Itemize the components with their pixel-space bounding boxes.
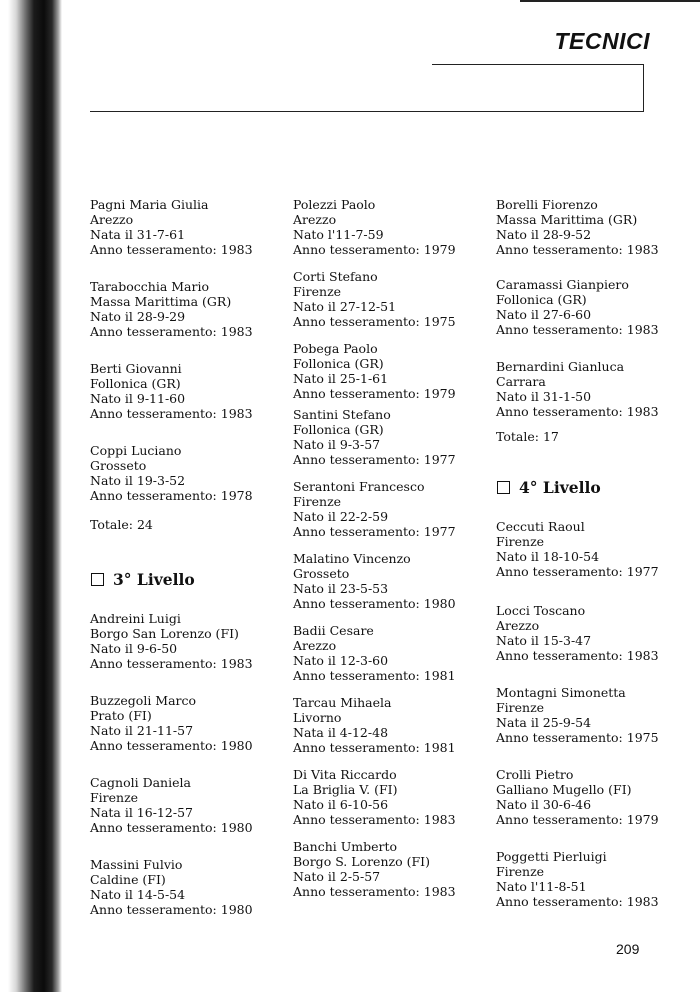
member-registration-year: Anno tesseramento: 1983 [293,884,456,899]
member-registration-year: Anno tesseramento: 1983 [496,404,659,419]
member-registration-year: Anno tesseramento: 1983 [496,322,659,337]
member-name: Massini Fulvio [90,857,183,872]
member-birth: Nato il 14-5-54 [90,887,186,902]
member-registration-year: Anno tesseramento: 1977 [496,564,659,579]
member-city: Arezzo [293,212,337,227]
member-entry [496,685,696,745]
column-2 [293,197,493,899]
member-registration-year: Anno tesseramento: 1977 [293,524,456,539]
member-name: Coppi Luciano [90,443,182,458]
member-registration-year: Anno tesseramento: 1978 [90,488,253,503]
page-number: 209 [616,941,640,957]
member-name: Santini Stefano [293,407,391,422]
member-name: Polezzi Paolo [293,197,376,212]
member-entry [90,279,290,339]
member-registration-year: Anno tesseramento: 1981 [293,668,456,683]
member-birth: Nato il 31-1-50 [496,389,592,404]
member-city: Borgo S. Lorenzo (FI) [293,854,430,869]
member-registration-year: Anno tesseramento: 1979 [293,242,456,257]
member-name: Buzzegoli Marco [90,693,197,708]
member-entry [90,857,290,917]
member-city: Arezzo [496,618,540,633]
member-birth: Nato il 22-2-59 [293,509,389,524]
member-entry [496,519,696,579]
member-registration-year: Anno tesseramento: 1975 [496,730,659,745]
member-registration-year: Anno tesseramento: 1983 [90,406,253,421]
member-entry [293,269,493,329]
member-city: Firenze [293,284,342,299]
header-frame-top [432,64,644,65]
header-frame-right [643,64,644,112]
member-name: Berti Giovanni [90,361,182,376]
member-registration-year: Anno tesseramento: 1983 [90,242,253,257]
member-city: Firenze [293,494,342,509]
member-birth: Nata il 4-12-48 [293,725,389,740]
member-city: Prato (FI) [90,708,152,723]
member-name: Bernardini Gianluca [496,359,625,374]
member-city: Arezzo [90,212,134,227]
member-birth: Nata il 16-12-57 [90,805,193,820]
member-entry [90,775,290,835]
member-name: Crolli Pietro [496,767,574,782]
member-name: Poggetti Pierluigi [496,849,607,864]
member-entry [293,197,493,257]
member-entry [496,603,696,663]
member-entry [293,623,493,683]
member-city: Firenze [496,700,545,715]
member-city: Borgo San Lorenzo (FI) [90,626,239,641]
member-name: Pobega Paolo [293,341,378,356]
member-city: Caldine (FI) [90,872,166,887]
top-edge-rule [520,0,700,2]
member-name: Corti Stefano [293,269,378,284]
book-spine-shadow [0,0,62,992]
member-city: Carrara [496,374,546,389]
member-city: Follonica (GR) [90,376,181,391]
member-entry [90,197,290,257]
member-registration-year: Anno tesseramento: 1979 [496,812,659,827]
member-entry [293,479,493,539]
member-entry [90,361,290,421]
page-title: TECNICI [554,28,650,54]
member-name: Tarcau Mihaela [293,695,392,710]
member-registration-year: Anno tesseramento: 1981 [293,740,456,755]
member-city: Firenze [496,534,545,549]
member-entry [293,341,493,401]
member-registration-year: Anno tesseramento: 1983 [496,242,659,257]
member-name: Banchi Umberto [293,839,398,854]
level-heading [496,480,696,495]
member-birth: Nato il 6-10-56 [293,797,389,812]
member-city: Firenze [90,790,139,805]
member-birth: Nato il 27-12-51 [293,299,397,314]
member-entry [496,849,696,909]
section-total: Totale: 17 [496,429,559,444]
member-entry [293,839,493,899]
member-entry [496,197,696,257]
member-entry [293,767,493,827]
member-birth: Nato il 15-3-47 [496,633,592,648]
member-entry [293,695,493,755]
member-birth: Nato il 28-9-52 [496,227,592,242]
member-name: Ceccuti Raoul [496,519,585,534]
member-birth: Nato il 23-5-53 [293,581,389,596]
member-entry [293,551,493,611]
member-entry [293,407,493,467]
member-entry [90,443,290,503]
section-total: Totale: 24 [90,517,153,532]
member-birth: Nato il 9-11-60 [90,391,186,406]
member-name: Borelli Fiorenzo [496,197,598,212]
column-3 [496,197,696,909]
member-name: Locci Toscano [496,603,586,618]
member-name: Cagnoli Daniela [90,775,191,790]
member-birth: Nato il 2-5-57 [293,869,381,884]
member-entry [496,359,696,419]
member-registration-year: Anno tesseramento: 1983 [90,656,253,671]
member-city: Grosseto [90,458,147,473]
member-name: Serantoni Francesco [293,479,425,494]
member-registration-year: Anno tesseramento: 1980 [90,738,253,753]
member-city: Firenze [496,864,545,879]
member-name: Pagni Maria Giulia [90,197,209,212]
member-city: Follonica (GR) [293,356,384,371]
member-city: Livorno [293,710,342,725]
member-entry [90,611,290,671]
member-city: Massa Marittima (GR) [90,294,232,309]
square-bullet-icon [91,573,104,586]
member-registration-year: Anno tesseramento: 1980 [90,902,253,917]
member-name: Malatino Vincenzo [293,551,411,566]
member-name: Andreini Luigi [90,611,181,626]
member-entry [496,277,696,337]
member-entry [496,767,696,827]
column-1 [90,197,290,917]
member-city: Grosseto [293,566,350,581]
level-heading-text: 4° Livello [519,478,601,497]
member-birth: Nato il 19-3-52 [90,473,186,488]
member-city: Massa Marittima (GR) [496,212,638,227]
member-name: Caramassi Gianpiero [496,277,629,292]
member-birth: Nato il 9-3-57 [293,437,381,452]
member-name: Tarabocchia Mario [90,279,210,294]
header-frame-bottom [90,111,644,112]
member-birth: Nato il 9-6-50 [90,641,178,656]
member-birth: Nata il 25-9-54 [496,715,592,730]
member-birth: Nato il 27-6-60 [496,307,592,322]
member-city: Follonica (GR) [496,292,587,307]
member-registration-year: Anno tesseramento: 1980 [293,596,456,611]
member-name: Montagni Simonetta [496,685,626,700]
member-registration-year: Anno tesseramento: 1979 [293,386,456,401]
member-birth: Nata il 31-7-61 [90,227,186,242]
level-heading-text: 3° Livello [113,570,195,589]
member-city: Follonica (GR) [293,422,384,437]
member-registration-year: Anno tesseramento: 1983 [293,812,456,827]
member-registration-year: Anno tesseramento: 1983 [90,324,253,339]
member-registration-year: Anno tesseramento: 1980 [90,820,253,835]
member-registration-year: Anno tesseramento: 1975 [293,314,456,329]
member-birth: Nato il 18-10-54 [496,549,600,564]
member-entry [90,693,290,753]
member-birth: Nato l'11-8-51 [496,879,587,894]
member-registration-year: Anno tesseramento: 1977 [293,452,456,467]
member-name: Di Vita Riccardo [293,767,397,782]
member-birth: Nato il 28-9-29 [90,309,186,324]
member-city: La Briglia V. (FI) [293,782,398,797]
member-birth: Nato l'11-7-59 [293,227,384,242]
level-heading [90,572,290,587]
member-city: Arezzo [293,638,337,653]
member-city: Galliano Mugello (FI) [496,782,632,797]
member-birth: Nato il 30-6-46 [496,797,592,812]
member-birth: Nato il 25-1-61 [293,371,389,386]
member-birth: Nato il 12-3-60 [293,653,389,668]
square-bullet-icon [497,481,510,494]
member-registration-year: Anno tesseramento: 1983 [496,894,659,909]
member-registration-year: Anno tesseramento: 1983 [496,648,659,663]
member-name: Badii Cesare [293,623,374,638]
member-birth: Nato il 21-11-57 [90,723,194,738]
